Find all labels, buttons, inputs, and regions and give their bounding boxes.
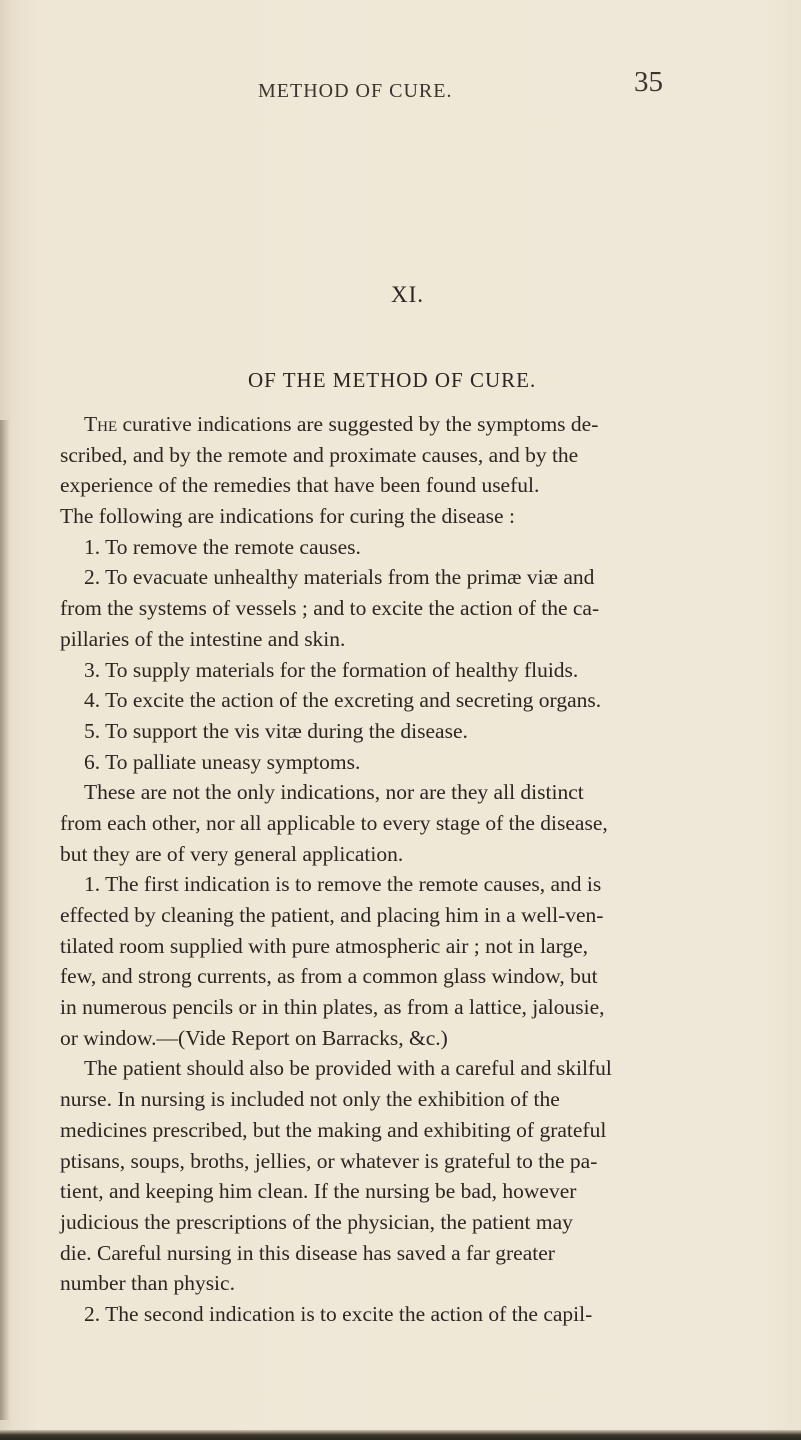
line-text: die. Careful nursing in this disease has saved a far greater <box>60 1240 555 1265</box>
text-line <box>60 992 720 1023</box>
text-line <box>60 685 720 716</box>
line-text: medicines prescribed, but the making and exhibiting of grateful <box>60 1117 607 1142</box>
text-line <box>60 808 720 839</box>
text-line <box>60 1299 720 1330</box>
paragraph-lead-word: The <box>84 412 118 436</box>
text-line <box>60 1176 720 1207</box>
line-text: 1. The first indication is to remove the remote causes, and is <box>84 872 602 897</box>
text-line <box>60 1023 720 1054</box>
text-line <box>60 1084 720 1115</box>
text-line <box>60 409 720 440</box>
text-line <box>60 961 720 992</box>
line-text: 3. To supply materials for the formation of healthy fluids. <box>84 657 579 682</box>
line-text: The following are indications for curing the disease : <box>60 504 515 529</box>
body-text <box>60 409 720 1330</box>
text-line <box>60 931 720 962</box>
line-text: 5. To support the vis vitæ during the disease. <box>84 718 468 743</box>
line-text: number than physic. <box>60 1271 235 1296</box>
line-text: or window.—(Vide Report on Barracks, &c.) <box>60 1025 448 1050</box>
line-text: in numerous pencils or in thin plates, as from a lattice, jalousie, <box>60 995 605 1020</box>
line-text: 6. To palliate uneasy symptoms. <box>84 749 361 774</box>
line-text: tient, and keeping him clean. If the nursing be bad, however <box>60 1179 577 1204</box>
line-text: from each other, nor all applicable to every stage of the disease, <box>60 810 608 835</box>
line-text: 1. To remove the remote causes. <box>84 534 361 559</box>
gutter-shadow <box>0 420 10 1420</box>
line-text: tilated room supplied with pure atmospheric air ; not in large, <box>60 933 589 958</box>
chapter-number: XI. <box>390 282 425 307</box>
text-line <box>60 470 720 501</box>
text-line <box>60 747 720 778</box>
line-text: pillaries of the intestine and skin. <box>60 626 346 651</box>
text-line <box>60 593 720 624</box>
text-line <box>60 655 720 686</box>
line-text: judicious the prescriptions of the physician, the patient may <box>60 1209 573 1234</box>
text-line <box>60 839 720 870</box>
line-text: ptisans, soups, broths, jellies, or whatever is grateful to the pa- <box>60 1148 598 1173</box>
text-line <box>60 716 720 747</box>
line-text: experience of the remedies that have been found useful. <box>60 473 540 498</box>
line-text: effected by cleaning the patient, and placing him in a well-ven- <box>60 903 604 927</box>
text-line <box>60 501 720 532</box>
text-line <box>60 1115 720 1146</box>
text-line <box>60 1146 720 1177</box>
line-text: These are not the only indications, nor are they all distinct <box>84 780 584 805</box>
line-text: 2. The second indication is to excite the action of the capil- <box>84 1301 593 1326</box>
text-line <box>60 532 720 563</box>
running-head: METHOD OF CURE. <box>258 80 453 102</box>
line-text: nurse. In nursing is included not only the exhibition of the <box>60 1087 560 1112</box>
line-text: 4. To excite the action of the excreting and secreting organs. <box>84 688 602 713</box>
text-line <box>60 1268 720 1299</box>
text-line <box>60 562 720 593</box>
text-line <box>60 777 720 808</box>
line-text: scribed, and by the remote and proximate causes, and by the <box>60 442 579 467</box>
text-line <box>60 1207 720 1238</box>
bottom-edge <box>0 1430 801 1440</box>
text-line <box>60 869 720 900</box>
text-line <box>60 440 720 471</box>
line-text: but they are of very general application. <box>60 841 404 866</box>
line-text: 2. To evacuate unhealthy materials from the primæ viæ and <box>84 565 595 590</box>
line-text: from the systems of vessels ; and to excite the action of the ca- <box>60 596 600 621</box>
line-text: curative indications are suggested by the symptoms de- <box>117 412 599 436</box>
text-line <box>60 1238 720 1269</box>
page-number: 35 <box>634 66 663 98</box>
text-line <box>60 1053 720 1084</box>
line-text: The patient should also be provided with a careful and skilful <box>84 1056 612 1081</box>
text-line <box>60 624 720 655</box>
text-line <box>60 900 720 931</box>
chapter-title: OF THE METHOD OF CURE. <box>248 368 537 392</box>
line-text: few, and strong currents, as from a common glass window, but <box>60 964 598 989</box>
